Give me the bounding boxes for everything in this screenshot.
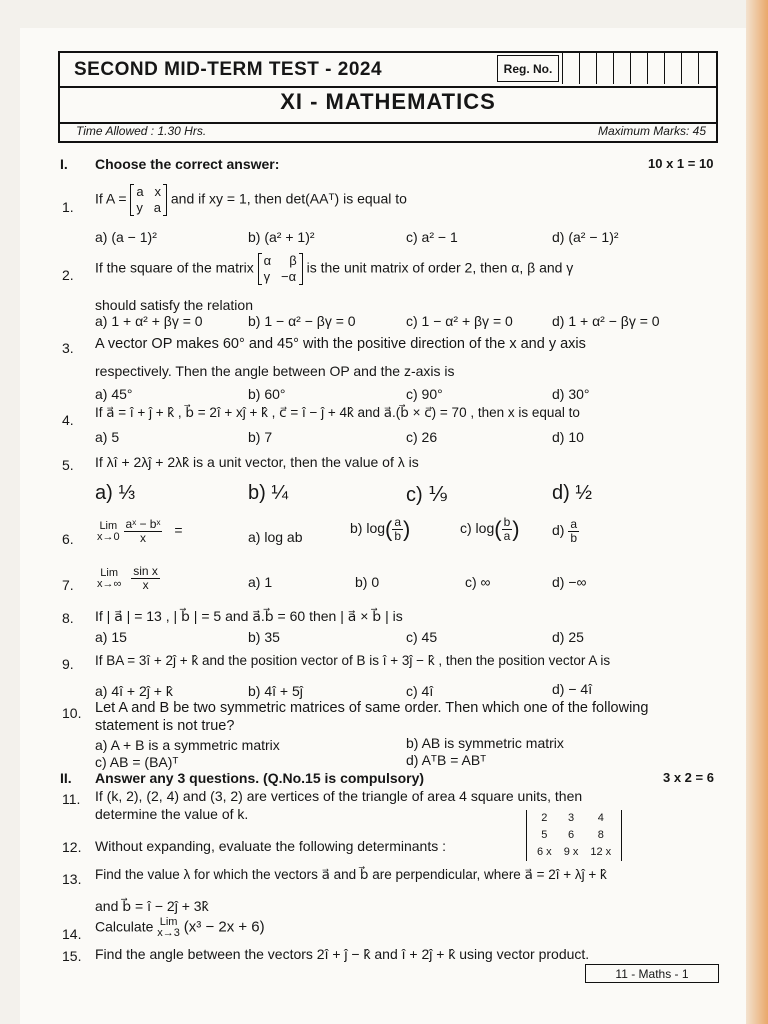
option-a: a) 1 xyxy=(248,574,273,590)
reg-cell xyxy=(562,53,579,84)
question-text: If λî + 2λĵ + 2λk̂ is a unit vector, then the value of λ is xyxy=(95,454,419,470)
option-b: b) 7 xyxy=(248,429,273,445)
fraction xyxy=(502,516,513,543)
reg-no-label: Reg. No. xyxy=(497,55,559,82)
question-number: 12. xyxy=(62,839,82,855)
lim-label: Lim xyxy=(99,519,118,532)
maximum-marks: Maximum Marks: 45 xyxy=(597,124,706,138)
option-c: c) AB = (BA)ᵀ xyxy=(95,754,179,770)
question-number: 13. xyxy=(62,871,82,887)
fraction xyxy=(568,518,579,545)
option-a: a) 15 xyxy=(95,629,127,645)
numerator: sin x xyxy=(133,564,158,578)
question-text: If BA = 3î + 2ĵ + k̂ and the position vector of B is î + 3ĵ − k̂ , then the position vector A is xyxy=(95,653,611,668)
reg-no-cells xyxy=(562,53,715,84)
denominator: x xyxy=(142,578,149,592)
option-c: c) 45 xyxy=(406,629,438,645)
option-d xyxy=(552,518,579,545)
exam-header xyxy=(58,51,718,143)
option-b: b) 0 xyxy=(355,574,380,590)
det-cell: 12 x xyxy=(590,846,612,858)
limit-expression: (x³ − 2x + 6) xyxy=(183,918,265,936)
matrix-cell: y xyxy=(136,200,143,215)
det-cell: 3 xyxy=(567,812,575,824)
option-b: b) 4î + 5ĵ xyxy=(248,683,303,699)
question-text: respectively. Then the angle between OP and the z-axis is xyxy=(95,363,455,379)
option-c: c) 90° xyxy=(406,386,443,402)
matrix-cell: a xyxy=(136,184,144,199)
option-c: c) a² − 1 xyxy=(406,229,458,245)
fraction xyxy=(392,516,403,543)
option-a: a) log ab xyxy=(248,529,303,545)
page-edge-shadow xyxy=(746,0,768,1024)
question-text: Let A and B be two symmetric matrices of same order. Then which one of the following xyxy=(95,700,649,716)
option-d: d) (a² − 1)² xyxy=(552,229,619,245)
question-number: 10. xyxy=(62,705,82,721)
numerator: a xyxy=(570,517,578,531)
question-text: and if xy = 1, then det(AAᵀ) is equal to xyxy=(170,190,407,207)
option-c: c) ⅑ xyxy=(406,484,448,506)
question-text: is the unit matrix of order 2, then α, β and γ xyxy=(306,259,574,276)
option-b: b) 60° xyxy=(248,386,286,402)
numerator: aˣ − bˣ xyxy=(125,517,161,531)
option-c: c) ∞ xyxy=(465,574,491,590)
det-cell: 5 xyxy=(541,829,548,841)
matrix xyxy=(258,253,303,285)
option-label: c) log xyxy=(460,520,495,537)
page-footer-label: 11 - Maths - 1 xyxy=(585,964,719,983)
option-c: c) 1 − α² + βγ = 0 xyxy=(406,313,513,329)
question-number: 14. xyxy=(62,926,82,942)
time-allowed: Time Allowed : 1.30 Hrs. xyxy=(76,124,207,138)
option-c: c) 26 xyxy=(406,429,438,445)
test-title: SECOND MID-TERM TEST - 2024 xyxy=(74,59,383,80)
question-1 xyxy=(95,184,407,216)
det-cell: 9 x xyxy=(563,846,579,858)
header-subject-row xyxy=(60,86,716,124)
lim-label: Lim xyxy=(159,916,178,928)
det-cell: 2 xyxy=(541,812,548,824)
matrix-cell: x xyxy=(154,184,161,199)
option-c: c) log( $\frac{b}{a}$ ) xyxy=(460,515,520,543)
matrix xyxy=(130,184,167,216)
question-text: If the square of the matrix xyxy=(95,259,254,276)
option-b: b) 1 − α² − βγ = 0 xyxy=(248,313,356,329)
option-b: b) 35 xyxy=(248,629,280,645)
option-label: b) log xyxy=(350,520,386,537)
question-text: Calculate xyxy=(95,918,154,935)
reg-cell xyxy=(630,53,647,84)
lim-label: Lim xyxy=(100,566,119,579)
reg-cell xyxy=(698,53,715,84)
question-text: If A = xyxy=(95,190,127,207)
question-number: 4. xyxy=(62,412,74,428)
question-number: 9. xyxy=(62,656,74,672)
option-a: a) 4î + 2ĵ + k̂ xyxy=(95,683,173,699)
question-text: and b⃗ = î − 2ĵ + 3k̂ xyxy=(95,898,209,914)
numerator: a xyxy=(394,515,402,529)
denominator: a xyxy=(503,529,511,543)
option-d: d) 10 xyxy=(552,429,584,445)
denominator: b xyxy=(570,531,578,545)
matrix-cell: γ xyxy=(263,269,271,284)
option-b: b) AB is symmetric matrix xyxy=(406,735,564,751)
section-numeral: II. xyxy=(60,770,72,786)
header-title-row xyxy=(60,53,716,88)
matrix-cell: α xyxy=(263,253,272,268)
section-marks: 3 x 2 = 6 xyxy=(663,770,714,785)
matrix-cell: −α xyxy=(280,269,297,284)
header-info-row xyxy=(60,122,716,141)
option-d: d) − 4î xyxy=(552,681,593,697)
subject-title: XI - MATHEMATICS xyxy=(280,89,496,114)
equals-sign: = xyxy=(174,522,183,539)
question-text: statement is not true? xyxy=(95,718,235,734)
question-text: determine the value of k. xyxy=(95,806,249,822)
determinant xyxy=(526,810,622,861)
det-cell: 4 xyxy=(597,812,604,824)
question-text: should satisfy the relation xyxy=(95,297,253,313)
question-6 xyxy=(97,518,183,545)
question-number: 2. xyxy=(62,267,74,283)
question-text: If (k, 2), (2, 4) and (3, 2) are vertices of the triangle of area 4 square units, then xyxy=(95,788,583,804)
lim-approach: x→0 xyxy=(97,530,120,543)
option-d: d) 25 xyxy=(552,629,584,645)
option-a: a) 1 + α² + βγ = 0 xyxy=(95,313,203,329)
option-d: d) 1 + α² − βγ = 0 xyxy=(552,313,660,329)
question-number: 11. xyxy=(62,791,81,807)
question-2 xyxy=(95,253,573,285)
section-heading: Answer any 3 questions. (Q.No.15 is compulsory) xyxy=(95,770,425,786)
reg-cell xyxy=(613,53,630,84)
lim-approach: x→3 xyxy=(157,927,180,939)
det-cell: 6 xyxy=(567,829,575,841)
reg-cell xyxy=(647,53,664,84)
option-d: d) AᵀB = ABᵀ xyxy=(406,752,487,768)
question-text: Find the angle between the vectors 2î + ĵ − k̂ and î + 2ĵ + k̂ using vector product. xyxy=(95,946,590,962)
option-a: a) (a − 1)² xyxy=(95,229,157,245)
question-14 xyxy=(95,917,265,939)
section-numeral: I. xyxy=(60,156,68,172)
question-7 xyxy=(97,565,160,592)
fraction xyxy=(131,565,160,592)
limit-operator xyxy=(157,917,180,939)
determinant-bars xyxy=(526,810,622,861)
option-a: a) ⅓ xyxy=(95,482,136,504)
reg-cell xyxy=(579,53,596,84)
question-text: If a⃗ = î + ĵ + k̂ , b⃗ = 2î + xĵ + k̂ , c⃗ = î − ĵ + 4k̂ and a⃗.(b⃗ × c⃗) = 70 , then x is equal to xyxy=(95,405,580,420)
option-b: b) log( $\frac{a}{b}$ ) xyxy=(350,515,411,543)
option-a: a) A + B is a symmetric matrix xyxy=(95,737,280,753)
question-number: 1. xyxy=(62,199,74,215)
matrix-cell: β xyxy=(289,253,297,268)
question-text: If | a⃗ | = 13 , | b⃗ | = 5 and a⃗.b⃗ = 60 then | a⃗ × b⃗ | is xyxy=(95,608,403,624)
question-text: Without expanding, evaluate the following determinants : xyxy=(95,838,446,854)
numerator: b xyxy=(503,515,511,529)
det-cell: 8 xyxy=(597,829,604,841)
option-b: b) ¼ xyxy=(248,482,289,504)
option-d: d) ½ xyxy=(552,482,593,504)
option-label: d) xyxy=(552,522,565,539)
question-number: 6. xyxy=(62,531,74,547)
option-d: d) −∞ xyxy=(552,574,587,590)
option-a: a) 45° xyxy=(95,386,133,402)
option-c: c) 4î xyxy=(406,683,434,699)
option-b: b) (a² + 1)² xyxy=(248,229,315,245)
question-number: 15. xyxy=(62,948,82,964)
limit-operator xyxy=(97,568,121,590)
option-d: d) 30° xyxy=(552,386,590,402)
section-heading: Choose the correct answer: xyxy=(95,156,280,172)
denominator: x xyxy=(139,531,146,545)
question-text: A vector OP makes 60° and 45° with the positive direction of the x and y axis xyxy=(95,336,586,352)
fraction xyxy=(124,518,163,545)
lim-approach: x→∞ xyxy=(97,577,122,590)
option-a: a) 5 xyxy=(95,429,120,445)
limit-operator xyxy=(97,521,120,543)
question-number: 8. xyxy=(62,610,74,626)
reg-cell xyxy=(664,53,681,84)
reg-cell xyxy=(596,53,613,84)
matrix-cell: a xyxy=(153,200,161,215)
reg-cell xyxy=(681,53,698,84)
det-cell: 6 x xyxy=(537,846,552,858)
section-marks: 10 x 1 = 10 xyxy=(648,156,714,171)
question-number: 7. xyxy=(62,577,74,593)
question-number: 5. xyxy=(62,457,74,473)
question-number: 3. xyxy=(62,340,74,356)
question-text: Find the value λ for which the vectors a⃗ and b⃗ are perpendicular, where a⃗ = 2î + λĵ + k̂ xyxy=(95,867,607,882)
denominator: b xyxy=(394,529,402,543)
